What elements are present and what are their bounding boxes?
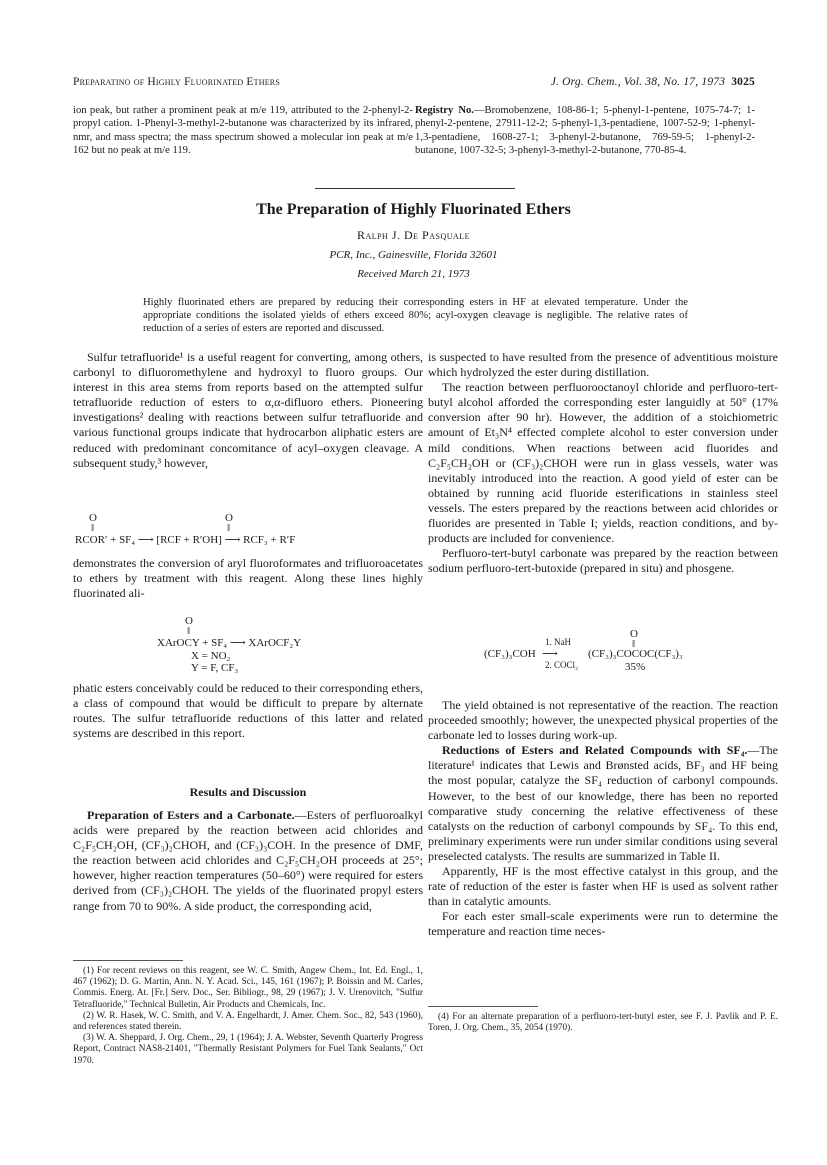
previous-article-tail: ion peak, but rather a prominent peak at m/e 119, attributed to the 2-phenyl-2-propyl cation. 1-Phenyl-3-methyl-2-butanone was characterized by its infrared, nmr, and mass spectra; the mass spectrum showed a molecular ion peak at m/e 162 but no peak at m/e 119. [73,105,413,157]
footnote-divider-left [73,960,183,961]
registry-numbers [415,104,755,158]
affiliation: PCR, Inc., Gainesville, Florida 32601 [329,249,498,261]
equation-1: O ‖ O ‖ RCOR′ + SF₄ ⟶ [RCF + R′OH] ⟶ RCF₃ + R′F [75,512,296,546]
intro-paragraph-1: Sulfur tetrafluoride¹ is a useful reagent for converting, among others, carbonyl to difluoromethylene and hydroxyl to fluoro groups. Our interest in this area stems from reports based on the attempted sulfur tetrafluoride reduction of esters to α,α-difluoro ethers. Pioneering investigations² dealing with reactions between sulfur tetrafluoride and various functional groups indicate that hydrocarbon aliphatic esters are reduced with predominant concomitance of acyl–oxygen cleavage. A subsequent study,³ however, [73,350,423,470]
subsection-text-esters: —Esters of perfluoroalkyl acids were prepared by the reaction between acid chlorides and C₂F₅CH₂OH, (CF₃)₂CHOH, and (CF₃)₃COH. In the presence of DMF, the reaction between acid chlorides and C₂F₅CH₂OH proceeds at 25°; however, higher reaction temperatures (50–60°) were required for esters derived from (CF₃)₂CHOH. The yields of the fluorinated propyl esters range from 70 to 90%. A side product, the corresponding acid, [73,808,423,913]
registry-text: —Bromobenzene, 108-86-1; 5-phenyl-1-pentene, 1075-74-7; 1-phenyl-2-pentene, 27911-12-2; 5-phenyl-1,3-pentadiene, 1007-52-9; 1-phenyl-1,3-pentadiene, 1608-27-1; 3-phenyl-2-butanone, 769-59-5; 1-phenyl-2-butanone, 1007-32-5; 3-phenyl-3-methyl-2-butanone, 770-85-4. [415,105,755,157]
right-column-top [428,350,778,576]
journal-citation [551,76,755,88]
subsection-text-reductions: —The literature¹ indicates that Lewis and Brønsted acids, BF₃ and HF being the most popular, catalyze the SF₄ reduction of carbonyl compounds. However, to the best of our knowledge, there has been no reported comparative study concerning the relative effectiveness of these catalysts on the reduction of carbonyl compounds by SF₄. To this end, preliminary experiments were run under similar conditions using several preselected catalysts. The results are summarized in Table II. [428,743,778,863]
equation-1-text: RCOR′ + SF₄ ⟶ [RCF + R′OH] ⟶ RCF₃ + R′F [75,534,296,546]
footnote-2: (2) W. R. Hasek, W. C. Smith, and V. A. Engelhardt, J. Amer. Chem. Soc., 82, 543 (1960), and references stated therein. [73,1010,423,1033]
footnote-1: (1) For recent reviews on this reagent, see W. C. Smith, Angew Chem., Int. Ed. Engl., 1, 467 (1962); D. G. Martin, Ann. N. Y. Acad. Sci., 145, 161 (1967); P. Boissin and M. Carles, Commis. Energ. At. [Fr.] Serv. Doc., Ser. Bibliogr., 98, 29 (1967); J. V. Urenovitch, "Sulfur Tetrafluoride," Technical Bulletin, Air Products and Chemicals, Inc. [73,966,423,1010]
right-paragraph-6: For each ester small-scale experiments were run to determine the temperature and reaction time neces- [428,909,778,939]
section-heading: Results and Discussion [189,785,307,799]
left-column-p2 [73,556,423,601]
footnote-divider-right [428,1006,538,1007]
footnote-3: (3) W. A. Sheppard, J. Org. Chem., 29, 1 (1964); J. A. Webster, Seventh Quarterly Progress Report, Contract NAS8-21401, "Thermally Resistant Polymers for Fuel Tank Sealants," Oct 1970. [73,1033,423,1066]
equation-3-product: (CF₃)₃COCOC(CF₃)₃ [588,648,683,660]
footnotes-left [73,966,423,1067]
right-paragraph-5: Apparently, HF is the most effective catalyst in this group, and the rate of reduction of the ester is faster when HF is used as solvent rather than in catalytic amounts. [428,864,778,909]
intro-paragraph-2: demonstrates the conversion of aryl fluoroformates and trifluoroacetates to ethers by treatment with this reagent. Along these lines highly fluorinated ali- [73,556,423,601]
right-column-bottom [428,698,778,940]
equation-3: O ‖ (CF₃)₃COH 1. NaH ⟶ 2. COCl₂ (CF₃)₃COCOC(CF₃)₃ 35% [484,628,683,673]
registry-label: Registry No. [415,105,474,116]
intro-paragraph-3: phatic esters conceivably could be reduced to their corresponding ethers, a class of compound that would be difficult to prepare by alternate routes. The sulfur tetrafluoride reductions of this latter and related systems are described in this report. [73,681,423,741]
received-date: Received March 21, 1973 [357,268,470,280]
subsection-heading-reductions: Reductions of Esters and Related Compounds with SF₄. [442,743,748,758]
left-column-p3 [73,681,423,741]
right-paragraph-3: Perfluoro-tert-butyl carbonate was prepared by the reaction between sodium perfluoro-tert-butoxide (prepared in situ) and phosgene. [428,546,778,576]
equation-3-step-2: 2. COCl₂ [545,660,579,670]
equation-2-x: X = NO₂ [191,650,231,662]
equation-3-reactant: (CF₃)₃COH [484,648,536,660]
footnotes-right [428,1012,778,1034]
left-column-results [73,808,423,914]
author: Ralph J. De Pasquale [356,228,471,242]
footnote-4: (4) For an alternate preparation of a perfluoro-tert-butyl ester, see F. J. Pavlik and P. E. Toren, J. Org. Chem., 35, 2054 (1970). [428,1012,778,1034]
equation-2: O ‖ XArOCY + SF₄ ⟶ XArOCF₂Y X = NO₂ Y = F, CF₃ [157,615,302,674]
subsection-heading-esters: Preparation of Esters and a Carbonate. [87,808,295,822]
right-paragraph-4: The yield obtained is not representative of the reaction. The reaction proceeded smoothly; however, the unexpected physical properties of the carbonate led to losses during work-up. [428,698,778,743]
left-column-intro [73,350,423,471]
page-number: 3025 [731,76,755,88]
abstract: Highly fluorinated ethers are prepared by reducing their corresponding esters in HF at elevated temperature. Under the appropriate conditions the isolated yields of ethers exceed 80%; acyl-oxygen cleavage is negligible. The relative rates of reduction of a series of esters are reported and discussed. [143,297,688,335]
right-paragraph-2: The reaction between perfluorooctanoyl chloride and perfluoro-tert-butyl alcohol afforded the corresponding ester languidly at 50° (17% conversion after 90 hr). However, the addition of a stoichiometric amount of Et₃N⁴ effected complete alcohol to ester conversion under mild conditions. When reactions between acid fluorides and C₂F₅CH₂OH or (CF₃)₂CHOH were run in glass vessels, water was inevitably introduced into the reaction. A good yield of ester can be obtained by running acid fluoride esterifications in stainless steel vessels. The esters prepared by the reactions between acid chlorides or fluorides are presented in Table I; yields, reaction conditions, and by-products are included for convenience. [428,380,778,546]
running-title: Preparatino of Highly Fluorinated Ethers [73,76,280,88]
journal-ref: J. Org. Chem., Vol. 38, No. 17, 1973 [550,76,726,88]
article-title: The Preparation of Highly Fluorinated Ethers [256,201,571,218]
equation-2-y: Y = F, CF₃ [191,662,239,674]
equation-3-step-1: 1. NaH [545,637,571,647]
title-divider [315,188,515,189]
equation-3-yield: 35% [625,661,646,673]
right-paragraph-1: is suspected to have resulted from the presence of adventitious moisture which hydrolyzed the ester during distillation. [428,350,778,380]
equation-2-text: XArOCY + SF₄ ⟶ XArOCF₂Y [157,637,302,649]
